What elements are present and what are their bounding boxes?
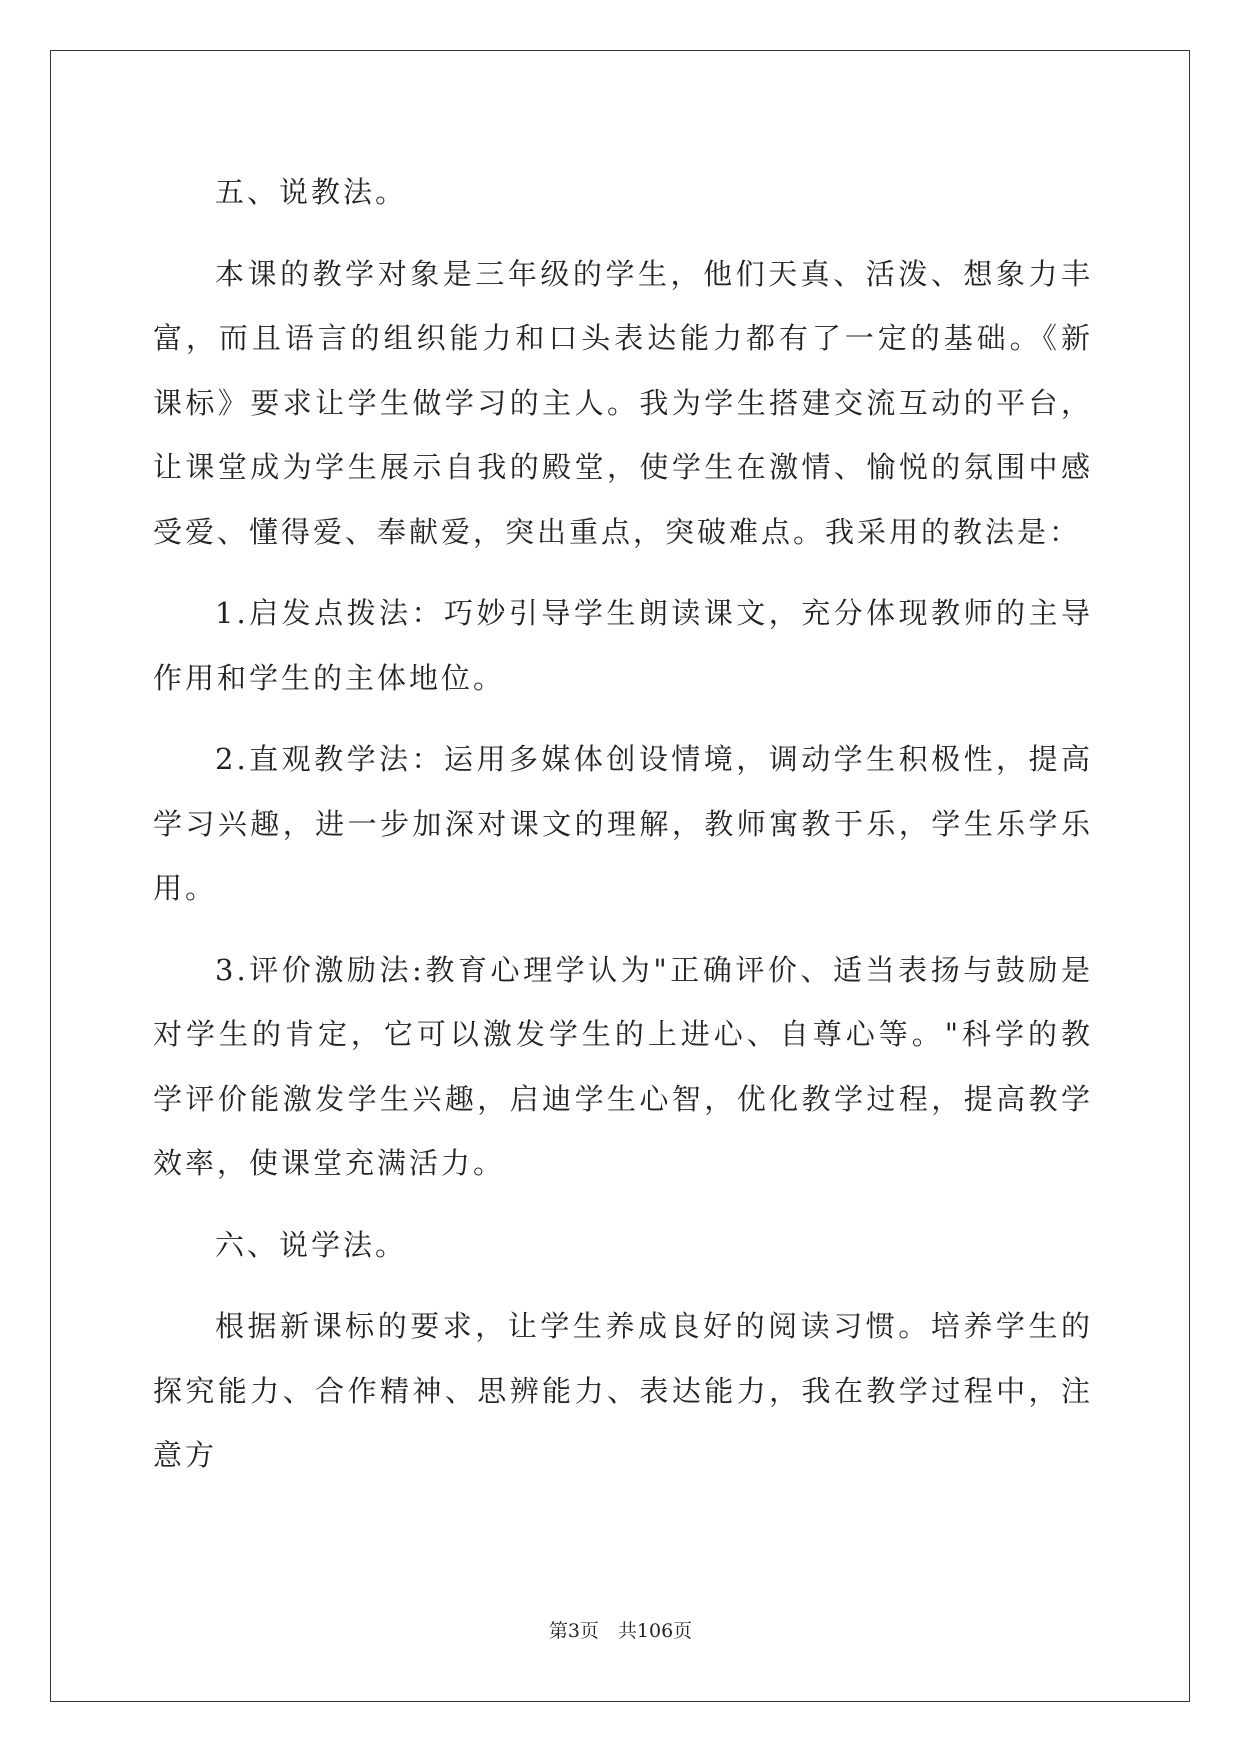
paragraph-method-2: 2.直观教学法：运用多媒体创设情境，调动学生积极性，提高学习兴趣，进一步加深对课文的理解，教师寓教于乐，学生乐学乐用。 (153, 742, 1093, 905)
section-heading-teaching-method: 五、说教法。 (215, 175, 408, 209)
paragraph-method-3: 3.评价激励法:教育心理学认为"正确评价、适当表扬与鼓励是对学生的肯定，它可以激发学生的上进心、自尊心等。"科学的教学评价能激发学生兴趣，启迪学生心智，优化教学过程，提高教学效率，使课堂充满活力。 (153, 952, 1093, 1180)
paragraph-teaching-objects: 本课的教学对象是三年级的学生，他们天真、活泼、想象力丰富，而且语言的组织能力和口头表达能力都有了一定的基础。《新课标》要求让学生做学习的主人。我为学生搭建交流互动的平台，让课堂成为学生展示自我的殿堂，使学生在激情、愉悦的氛围中感受爱、懂得爱、奉献爱，突出重点，突破难点。我采用的教法是： (153, 256, 1093, 549)
page-number-footer: 第3页 共106页 (548, 1620, 693, 1642)
document-body (153, 160, 1093, 1505)
paragraph-learning-method: 根据新课标的要求，让学生养成良好的阅读习惯。培养学生的探究能力、合作精神、思辨能力、表达能力，我在教学过程中，注意方 (153, 1309, 1093, 1472)
paragraph-method-1: 1.启发点拨法：巧妙引导学生朗读课文，充分体现教师的主导作用和学生的主体地位。 (153, 596, 1093, 695)
section-heading-learning-method: 六、说学法。 (215, 1227, 408, 1262)
